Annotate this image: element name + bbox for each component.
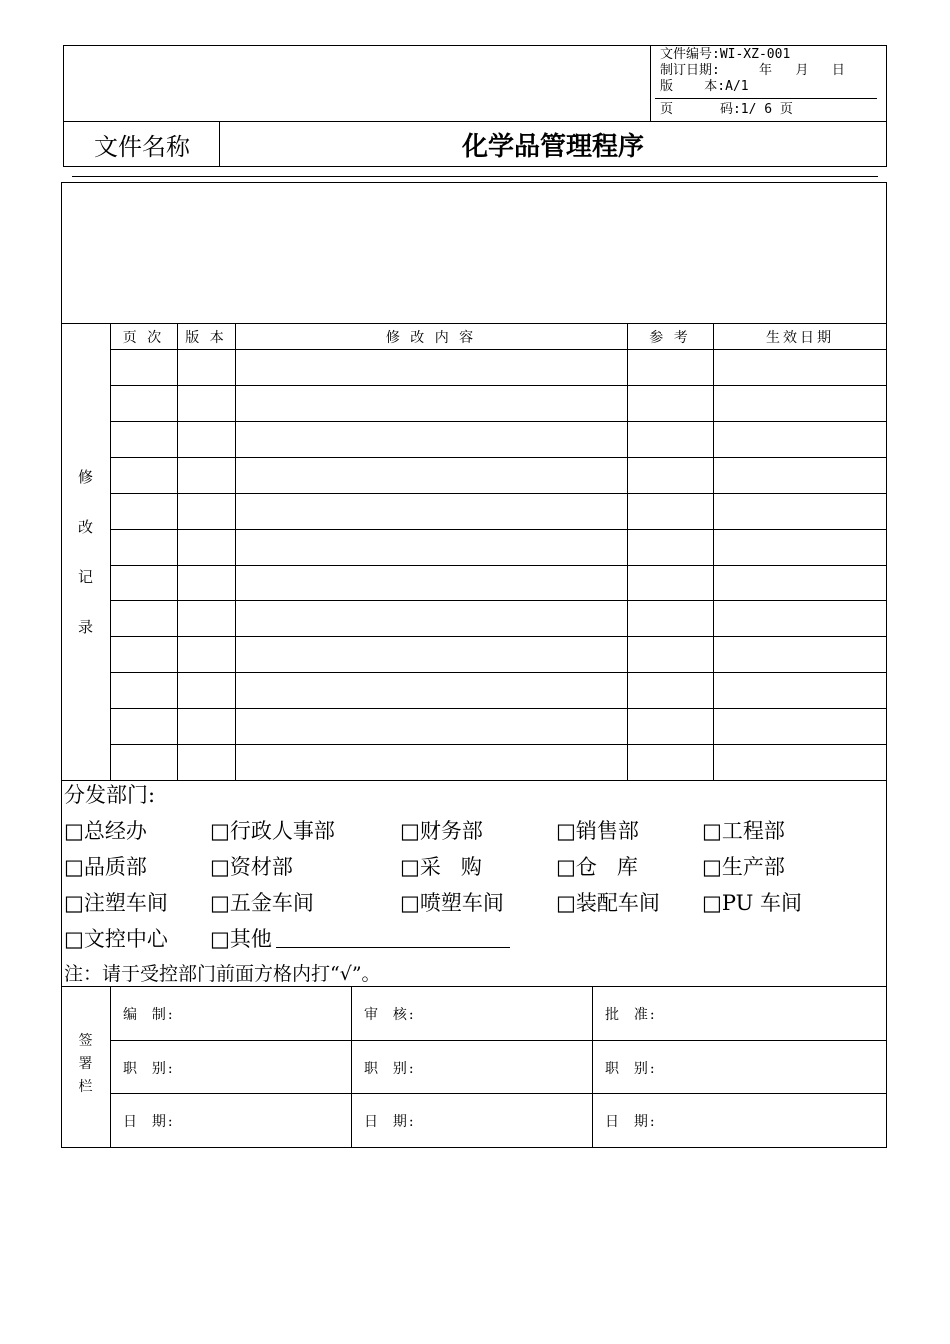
- signature-row-line-2: [110, 1093, 887, 1094]
- col-header-page: 页 次: [122, 329, 165, 346]
- table-row-line: [110, 636, 887, 637]
- revision-side-label-1: 修: [77, 468, 93, 486]
- revision-side-divider: [110, 323, 111, 780]
- table-row-line: [110, 457, 887, 458]
- revision-side-label-2: 改: [77, 518, 93, 536]
- sig-position-2[interactable]: 职 别:: [364, 1061, 416, 1077]
- table-row-line: [110, 349, 887, 350]
- table-row-line: [110, 493, 887, 494]
- other-fill-line[interactable]: [276, 947, 510, 948]
- distribution-label: 分发部门:: [64, 783, 156, 807]
- signature-side-label-1: 签: [78, 1033, 93, 1049]
- sig-approved-by[interactable]: 批 准:: [605, 1007, 657, 1023]
- page-number: 页 码:1/ 6 页: [660, 102, 793, 117]
- table-row-line: [110, 565, 887, 566]
- header-divider-vertical: [650, 45, 651, 122]
- dept-assembly-workshop[interactable]: □装配车间: [556, 891, 660, 915]
- dept-engineering[interactable]: □工程部: [702, 819, 785, 843]
- table-row-line: [110, 421, 887, 422]
- table-row-line: [110, 600, 887, 601]
- signature-row-line-1: [110, 1040, 887, 1041]
- sig-date-3[interactable]: 日 期:: [605, 1114, 657, 1130]
- revision-table-bottom: [61, 780, 887, 781]
- col-header-content: 修 改 内 容: [385, 329, 477, 346]
- signature-col-divider-2: [592, 986, 593, 1148]
- signature-side-label-2: 署: [78, 1056, 93, 1072]
- col-header-reference: 参 考: [649, 329, 691, 346]
- dept-pu-workshop[interactable]: □PU 车间: [702, 891, 802, 915]
- col-header-version: 版 本: [185, 329, 227, 346]
- sig-position-3[interactable]: 职 别:: [605, 1061, 657, 1077]
- dept-finance[interactable]: □财务部: [400, 819, 483, 843]
- dept-admin-hr[interactable]: □行政人事部: [210, 819, 335, 843]
- table-row-line: [110, 529, 887, 530]
- dept-materials[interactable]: □资材部: [210, 855, 293, 879]
- dept-injection-workshop[interactable]: □注塑车间: [64, 891, 168, 915]
- table-row-line: [110, 385, 887, 386]
- dept-sales[interactable]: □销售部: [556, 819, 639, 843]
- col-divider-3: [627, 323, 628, 780]
- sig-date-1[interactable]: 日 期:: [123, 1114, 175, 1130]
- separator-rule: [72, 176, 878, 177]
- dept-document-control[interactable]: □文控中心: [64, 927, 168, 951]
- dept-spraying-workshop[interactable]: □喷塑车间: [400, 891, 504, 915]
- signature-col-divider-1: [351, 986, 352, 1148]
- signature-top: [61, 986, 887, 987]
- revision-side-label-3: 记: [77, 568, 93, 586]
- dept-general-office[interactable]: □总经办: [64, 819, 147, 843]
- table-row-line: [110, 744, 887, 745]
- sig-date-2[interactable]: 日 期:: [364, 1114, 416, 1130]
- sig-prepared-by[interactable]: 编 制:: [123, 1007, 175, 1023]
- sig-reviewed-by[interactable]: 审 核:: [364, 1007, 416, 1023]
- signature-side-label-3: 栏: [78, 1079, 93, 1095]
- table-row-line: [110, 672, 887, 673]
- dept-hardware-workshop[interactable]: □五金车间: [210, 891, 314, 915]
- dept-quality[interactable]: □品质部: [64, 855, 147, 879]
- page-title: 化学品管理程序: [461, 131, 644, 162]
- doc-name-label: 文件名称: [94, 132, 190, 161]
- distribution-note: 注：请于受控部门前面方格内打“√”。: [64, 963, 381, 985]
- col-divider-2: [235, 323, 236, 780]
- dept-production[interactable]: □生产部: [702, 855, 785, 879]
- dept-warehouse[interactable]: □仓 库: [556, 855, 638, 879]
- revision-side-label-4: 录: [77, 618, 93, 636]
- table-row-line: [110, 708, 887, 709]
- version: 版 本:A/1: [660, 79, 749, 94]
- dept-purchasing[interactable]: □采 购: [400, 855, 482, 879]
- dept-other[interactable]: □其他: [210, 927, 272, 951]
- meta-underline: [655, 98, 877, 99]
- sig-position-1[interactable]: 职 别:: [123, 1061, 175, 1077]
- col-header-effective-date: 生效日期: [766, 329, 834, 346]
- col-divider-4: [713, 323, 714, 780]
- revise-date: 制订日期: 年 月 日: [660, 63, 845, 78]
- col-divider-1: [177, 323, 178, 780]
- doc-number: 文件编号:WI-XZ-001: [660, 47, 791, 62]
- signature-side-divider: [110, 986, 111, 1148]
